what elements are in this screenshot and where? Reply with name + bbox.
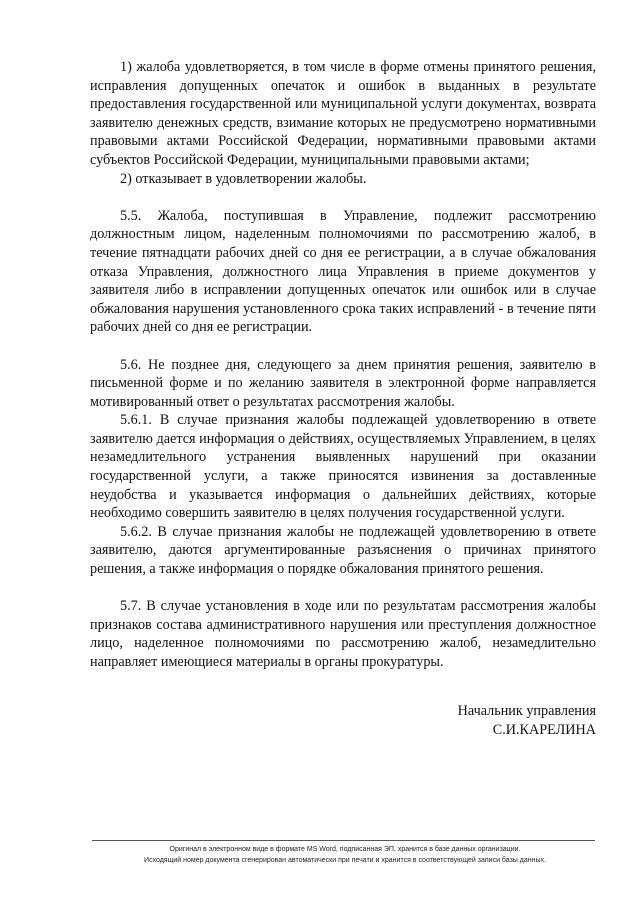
document-body (90, 58, 596, 672)
signature-block (458, 702, 596, 739)
paragraph-1-2: 2) отказывает в удовлетворении жалобы. (120, 170, 367, 187)
paragraph-5-6: 5.6. Не позднее дня, следующего за днем принятия решения, заявителю в письменной форме и по желанию заявителя в электронной форме направляется мотивированный ответ о результатах рассмотрения жалобы. (90, 356, 596, 410)
footer-line-2: Исходящий номер документа сгенерирован автоматически при печати и хранится в соответствующей записи базы данных. (144, 856, 546, 864)
footer-line-1: Оригинал в электронном виде в формате MS Word, подписанная ЭП, хранится в базе данных организации. (169, 846, 521, 853)
footer-divider (92, 840, 595, 841)
paragraph-5-6-1: 5.6.1. В случае признания жалобы подлежащей удовлетворению в ответе заявителю дается информация о действиях, осуществляемых Управлением, в целях незамедлительного устранения выявленных нарушений при оказании государственной услуги, а также приносятся извинения за доставленные неудобства и указывается информация о дальнейших действиях, которые необходимо совершить заявителю в целях получения государственной услуги. (90, 412, 596, 522)
signature-name: С.И.КАРЕЛИНА (492, 721, 596, 738)
paragraph-5-5: 5.5. Жалоба, поступившая в Управление, подлежит рассмотрению должностным лицом, наделенным полномочиями по рассмотрению жалоб, в течение пятнадцати рабочих дней со дня ее регистрации, а в случае обжалования отказа Управления, должностного лица Управления в приеме документов у заявителя либо в исправлении допущенных опечаток или ошибок или в случае обжалования нарушения установленного срока таких исправлений - в течение пяти рабочих дней со дня ее регистрации. (90, 207, 596, 336)
paragraph-1-1: 1) жалоба удовлетворяется, в том числе в форме отмены принятого решения, исправления допущенных опечаток и ошибок в выданных в результате предоставления государственной или муниципальной услуги документах, возврата заявителю денежных средств, взимание которых не предусмотрено нормативными правовыми актами Российской Федерации, нормативными правовыми актами субъектов Российской Федерации, муниципальными правовыми актами; (90, 59, 596, 168)
footer-note (60, 845, 630, 866)
paragraph-5-6-2: 5.6.2. В случае признания жалобы не подлежащей удовлетворению в ответе заявителю, даются аргументированные разъяснения о причинах принятого решения, а также информация о порядке обжалования принятого решения. (90, 523, 596, 578)
signature-position: Начальник управления (457, 703, 596, 719)
paragraph-5-7: 5.7. В случае установления в ходе или по результатам рассмотрения жалобы признаков состава административного нарушения или преступления должностное лицо, наделенное полномочиями по рассмотрению жалоб, незамедлительно направляет имеющиеся материалы в органы прокуратуры. (90, 598, 596, 670)
